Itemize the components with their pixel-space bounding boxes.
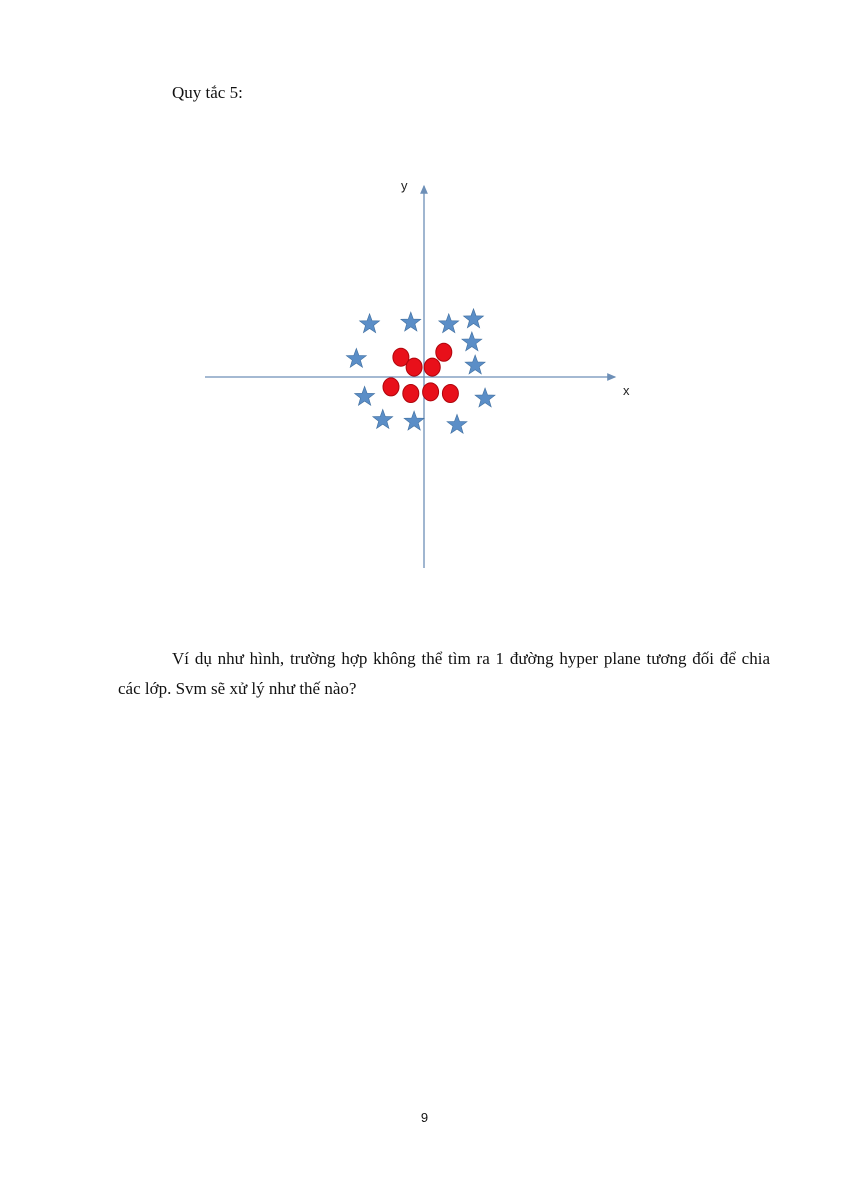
scatter-figure xyxy=(195,168,645,578)
circle-point-1 xyxy=(406,358,422,376)
star-point-1 xyxy=(401,312,421,331)
star-point-8 xyxy=(475,388,495,407)
star-point-3 xyxy=(464,309,484,328)
star-point-4 xyxy=(346,348,366,367)
star-point-6 xyxy=(465,355,485,374)
star-point-2 xyxy=(439,314,459,333)
circle-point-6 xyxy=(423,383,439,401)
heading-rule-5: Quy tắc 5: xyxy=(172,83,243,102)
page-number: 9 xyxy=(420,1110,429,1125)
star-point-5 xyxy=(462,332,482,351)
data-marks xyxy=(346,309,495,434)
star-point-7 xyxy=(355,386,375,405)
circle-point-2 xyxy=(424,358,440,376)
star-point-0 xyxy=(360,314,380,333)
body-paragraph: Ví dụ như hình, trường hợp không thể tìm ra 1 đường hyper plane tương đối để chia các lớp. Svm sẽ xử lý như thế nào? xyxy=(118,649,770,698)
circle-point-3 xyxy=(436,343,452,361)
circle-point-4 xyxy=(383,378,399,396)
circle-point-5 xyxy=(403,385,419,403)
scatter-plot xyxy=(195,168,645,578)
y-axis-label: y xyxy=(401,178,408,193)
x-axis-label: x xyxy=(623,383,630,398)
star-point-10 xyxy=(404,411,424,430)
star-point-11 xyxy=(447,414,467,433)
star-point-9 xyxy=(373,409,393,428)
circle-point-7 xyxy=(442,385,458,403)
